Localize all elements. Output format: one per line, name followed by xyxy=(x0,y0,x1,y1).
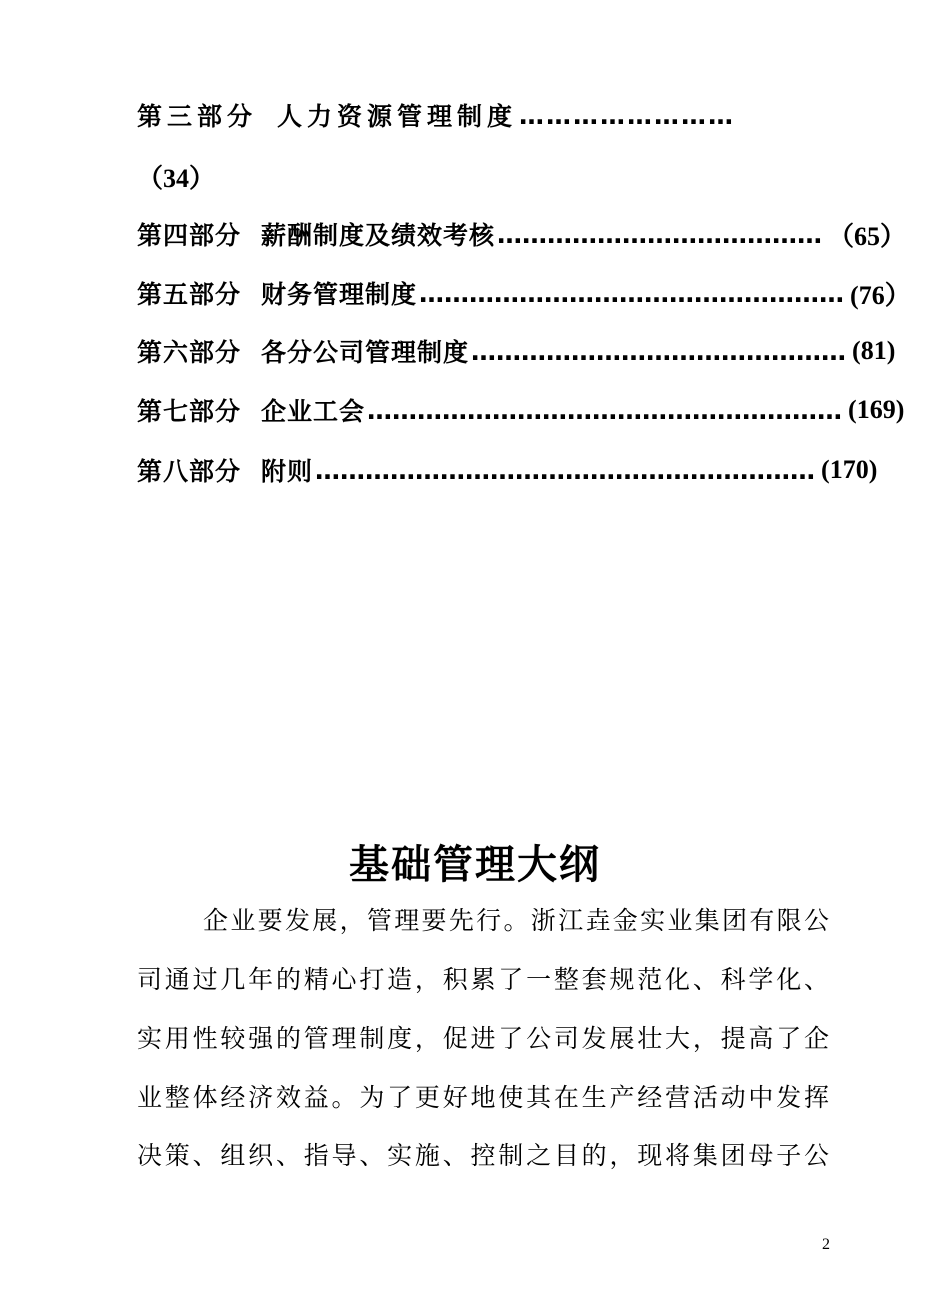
toc-leader-dots: …………………… xyxy=(519,100,736,130)
paragraph-line: 实用性较强的管理制度，促进了公司发展壮大，提高了企 xyxy=(137,1024,829,1053)
toc-part-label: 第七部分 xyxy=(137,397,242,426)
toc-part-label: 第六部分 xyxy=(137,338,242,367)
toc-leader-dots: ……………………………………… xyxy=(471,336,847,366)
toc-part-label: 第四部分 xyxy=(137,221,242,250)
toc-title: 企业工会 xyxy=(261,397,366,426)
page-number: 2 xyxy=(822,1236,830,1253)
toc-page-number: (81) xyxy=(852,336,896,365)
toc-entry[interactable] xyxy=(137,450,878,490)
toc-title: 薪酬制度及绩效考核 xyxy=(261,221,496,250)
toc-page-number: (169) xyxy=(848,395,905,424)
toc-title: 财务管理制度 xyxy=(261,280,418,309)
toc-entry[interactable] xyxy=(137,214,907,254)
toc-title: 各分公司管理制度 xyxy=(261,338,470,367)
section-heading: 基础管理大纲 xyxy=(349,842,601,888)
paragraph-line: 司通过几年的精心打造，积累了一整套规范化、科学化、 xyxy=(137,965,829,994)
toc-title: 附则 xyxy=(261,457,314,486)
toc-page-number: （34） xyxy=(137,163,216,193)
toc-leader-dots: …………………………………………………… xyxy=(315,455,816,485)
paragraph-line: 决策、组织、指导、实施、控制之目的，现将集团母子公 xyxy=(137,1141,829,1170)
toc-part-label: 第八部分 xyxy=(137,457,242,486)
toc-leader-dots: …………………………………………… xyxy=(419,278,845,308)
paragraph-line: 企业要发展，管理要先行。浙江垚金实业集团有限公 xyxy=(203,906,829,935)
toc-title: 人力资源管理制度 xyxy=(277,102,518,131)
toc-entry[interactable] xyxy=(137,273,911,313)
toc-page-number: （65） xyxy=(828,221,907,251)
toc-leader-dots: ………………………………… xyxy=(497,219,823,249)
toc-part-label: 第五部分 xyxy=(137,280,242,309)
toc-page-number: (76） xyxy=(850,280,911,310)
toc-entry[interactable] xyxy=(137,390,905,430)
toc-page-number: (170) xyxy=(821,455,878,484)
paragraph-line: 业整体经济效益。为了更好地使其在生产经营活动中发挥 xyxy=(137,1083,829,1112)
toc-leader-dots: ………………………………………………… xyxy=(367,395,843,425)
toc-entry[interactable] xyxy=(137,331,896,371)
toc-part-label: 第三部分 xyxy=(137,102,258,131)
toc-entry[interactable] xyxy=(137,95,829,135)
